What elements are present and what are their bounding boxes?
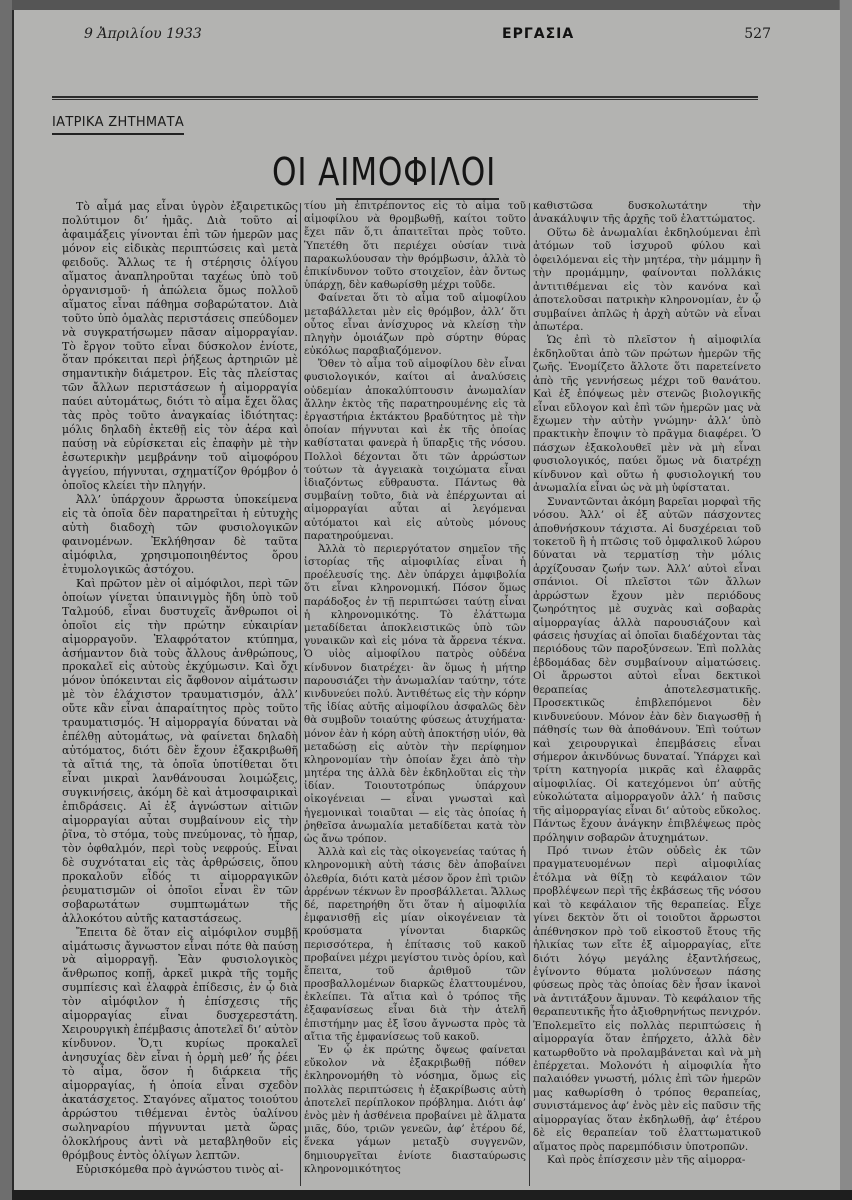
paragraph: Φαίνεται ὅτι τὸ αἷμα τοῦ αἱμοφίλου μεταβάλλεται μὲν εἰς θρόμβον, ἀλλ’ ὅτι οὗτος εἶναι ἀνίσχυρος νὰ κλείσῃ τὴν πληγὴν ὁμοιάζων πρὸ σύρτην θύρας εὐκόλως παραβιαζόμενον.: [304, 292, 526, 358]
header-double-rule: [52, 96, 758, 100]
article-column-2: [304, 200, 526, 1176]
paragraph: Συναντῶνται ἀκόμη βαρεῖαι μορφαὶ τῆς νόσου. Ἀλλ’ οἱ ἐξ αὐτῶν πάσχοντες ἀποθνήσκουν τάχιστα. Αἱ δυσχέρειαι τοῦ τοκετοῦ ἢ ἡ πτῶσις τοῦ ὀμφαλικοῦ λώρου δύναται νὰ τερματίσῃ τὴν μόλις ἀρχίζουσαν ζωήν των. Ἀλλ’ αὐτοὶ εἶναι σπάνιοι. Οἱ πλεῖστοι τῶν ἄλλων ἀρρώστων ἔχουν μὲν περιόδους ζωηρότητος μὲ συχνὰς καὶ σοβαρὰς αἱμορραγίας ἀλλὰ παρουσιάζουν καὶ φάσεις ἡσυχίας αἱ ὁποῖαι διαδέχονται τὰς περιόδους τῶν παροξύνσεων. Ἐπὶ πολλὰς ἑβδομάδας δὲν συμβαίνουν αἱματώσεις. Οἱ ἄρρωστοι αὐτοὶ εἶναι δεκτικοὶ θεραπείας ἀποτελεσματικῆς. Προσεκτικῶς ἐπιβλεπόμενοι δὲν κινδυνεύουν. Μόνον ἐὰν δὲν διαγωσθῇ ἡ πάθησίς των θὰ ἀποθάνουν. Ἐπὶ τούτων καὶ χειρουργικαὶ ἐπεμβάσεις εἶναι σήμερον ἀκινδύνως δυναταί. Ὑπάρχει καὶ τρίτη κατηγορία μικρᾶς καὶ ἐλαφρᾶς αἱμοφιλίας. Οἱ κατεχόμενοι ὑπ’ αὐτῆς εὐκολώτατα αἱμορραγοῦν ἀλλ’ ἡ παῦσις τῆς αἱμορραγίας εἶναι δι’ αὐτοὺς εὔκολος. Πάντως ἔχουν ἀνάγκην ἐπιβλέψεως πρὸς πρόληψιν σοβαρῶν ἀτυχημάτων.: [533, 495, 761, 844]
page-number: 527: [744, 26, 771, 42]
article-column-3: [533, 200, 761, 1168]
paragraph: Εὑρισκόμεθα πρὸ ἀγνώστου τινὸς αἰ-: [76, 1162, 284, 1176]
paragraph: Ἐν ᾧ ἐκ πρώτης ὄψεως φαίνεται εὔκολον νὰ ἐξακριβωθῇ πόθεν ἐκληρονομήθη τὸ νόσημα, ὅμως εἰς πολλὰς περιπτώσεις ἡ ἐξακρίβωσις αὐτὴ ἀποτελεῖ περίπλοκον πρόβλημα. Διότι ἀφ’ ἑνὸς μὲν ἡ ἀσθένεια προβαίνει μὲ ἅλματα μιᾶς, δύο, τριῶν γενεῶν, ἀφ’ ἑτέρου δέ, ἕνεκα γάμων μεταξὺ συγγενῶν, δημιουργεῖται ἐνίοτε διασταύρωσις κληρονομικότητος: [304, 1044, 526, 1175]
article-headline: ΟΙ ΑΙΜΟΦΙΛΟΙ: [272, 150, 497, 194]
section-label: ΙΑΤΡΙΚΑ ΖΗΤΗΜΑΤΑ: [52, 115, 184, 135]
page-stack-edge: [839, 0, 852, 1200]
paragraph: Ἔπειτα δὲ ὅταν εἰς αἱμόφιλον συμβῇ αἱμάτωσις ἄγνωστον εἶναι πότε θὰ παύσῃ νὰ αἱμορραγῇ. Ἐὰν φυσιολογικὸς ἄνθρωπος κοπῇ, ἀρκεῖ μικρὰ τῆς τομῆς συμπίεσις καὶ ἐλαφρὰ ἐπίδεσις, ἐν ᾧ διὰ τὸν αἱμόφιλον ἡ ἐπίσχεσις τῆς αἱμορραγίας εἶναι δυσχερεστάτη. Χειρουργικὴ ἐπέμβασις ἀποτελεῖ δι’ αὐτὸν κίνδυνον. Ὅ,τι κυρίως προκαλεῖ ἀνησυχίας δὲν εἶναι ἡ ὁρμὴ μεθ’ ἧς ῥέει τὸ αἷμα, ὅσον ἡ διάρκεια τῆς αἱμορραγίας, ἡ ὁποία εἶναι σχεδὸν ἀκατάσχετος. Σταγόνες αἵματος τοιούτου ἀρρώστου τιθέμεναι ἐντὸς ὑαλίνου σωληναρίου πήγνυνται μετὰ ὥρας ὁλοκλήρους ἀντὶ νὰ μεταβληθοῦν εἰς θρόμβους ἐντὸς ὀλίγων λεπτῶν.: [62, 925, 298, 1162]
publication-title: ΕΡΓΑΣΙΑ: [502, 26, 575, 42]
paragraph: καθιστῶσα δυσκολωτάτην τὴν ἀνακάλυψιν τῆς ἀρχῆς τοῦ ἐλαττώματος.: [533, 200, 761, 226]
running-header: [46, 26, 771, 46]
paragraph: τίου μὴ ἐπιτρέποντος εἰς τὸ αἷμα τοῦ αἱμοφίλου νὰ θρομβωθῇ, καίτοι τοῦτο ἔχει πᾶν ὅ,τι ἀπαιτεῖται πρὸς τοῦτο. Ὑπετέθη ὅτι περιέχει οὐσίαν τινὰ παρακωλύουσαν τὴν θρόμβωσιν, ἀλλὰ τὸ ἐπικίνδυνον τοῦτο στοιχεῖον, ἐὰν ὄντως ὑπάρχῃ, δὲν καθωρίσθη μέχρι τοῦδε.: [304, 200, 526, 292]
column-divider: [300, 203, 301, 1186]
book-spine-edge: [0, 0, 14, 1200]
paragraph: Ἀλλ’ ὑπάρχουν ἄρρωστα ὑποκείμενα εἰς τὰ ὁποῖα δὲν παρατηρεῖται ἡ εὐτυχὴς αὐτὴ διαδοχὴ τῶν φυσιολογικῶν φαινομένων. Ἐκλήθησαν δὲ ταῦτα αἱμόφιλα, χρησιμοποιηθέντος ὅρου ἐτυμολογικῶς ἀστόχου.: [62, 493, 298, 576]
paragraph: Ἀλλὰ καὶ εἰς τὰς οἰκογενείας ταύτας ἡ κληρονομικὴ αὐτὴ τάσις δὲν ἀποβαίνει ὀλεθρία, διότι κατὰ μέσον ὅρον ἐπὶ τριῶν ἀρρένων τέκνων ἓν προσβάλλεται. Ἄλλως δέ, παρετηρήθη ὅτι ὅταν ἡ αἱμοφιλία ἐμφανισθῇ εἰς μίαν οἰκογένειαν τὰ κρούσματα γίνονται διαρκῶς περισσότερα, ἡ ἐπίτασις τοῦ κακοῦ προβαίνει μέχρι μεγίστου τινὸς ὁρίου, καὶ ἔπειτα, τοῦ ἀριθμοῦ τῶν προσβαλλομένων διαρκῶς ἐλαττουμένου, ἐκλείπει. Τὰ αἴτια καὶ ὁ τρόπος τῆς ἐξαφανίσεως εἶναι διὰ τὴν ἀτελῆ ἐπιστήμην μας ἐξ ἴσου ἄγνωστα πρὸς τὰ αἴτια τῆς ἐμφανίσεως τοῦ κακοῦ.: [304, 846, 526, 1043]
paragraph: Ὅθεν τὸ αἷμα τοῦ αἱμοφίλου δὲν εἶναι φυσιολογικόν, καίτοι αἱ ἀναλύσεις οὐδεμίαν ἀποκαλύπτουσιν ἀνωμαλίαν ἄλλην ἐκτὸς τῆς παρατηρουμένης εἰς τὰ ἐργαστήρια ἐκτάκτου βραδύτητος μὲ τὴν ὁποίαν πήγνυται καὶ ἐκ τῆς ὁποίας καθίσταται φανερὰ ἡ ὕπαρξις τῆς νόσου. Πολλοὶ δέχονται ὅτι τῶν ἀρρώστων τούτων τὰ ἀγγειακὰ τοιχώματα εἶναι ἰδιαζόντως εὔθραυστα. Πάντως θὰ συμβαίνῃ τοῦτο, διὰ νὰ ἐπέρχωνται αἱ αἱμορραγίαι αὗται αἱ λεγόμεναι αὐτόματοι καὶ εἰς αὐτοὺς μόνους παρατηρούμεναι.: [304, 358, 526, 542]
article-column-1: [62, 200, 298, 1177]
paragraph: Τὸ αἷμά μας εἶναι ὑγρὸν ἐξαιρετικῶς πολύτιμον δι’ ἡμᾶς. Διὰ τοῦτο αἱ ἀφαιμάξεις γίνονται ἐπὶ τῶν ἡμερῶν μας μόνον εἰς εἰδικὰς περιπτώσεις καὶ μετὰ φειδοῦς. Ἄλλως τε ἡ στέρησις ὀλίγου αἵματος ἀναπληροῦται ταχέως ὑπὸ τοῦ ὀργανισμοῦ· ἡ ἀπώλεια ὅμως πολλοῦ αἵματος εἶναι πάθημα σοβαρώτατον. Διὰ τοῦτο ὑπὸ ὁμαλὰς περιστάσεις σπεύδομεν νὰ συγκρατήσωμεν πᾶσαν αἱμορραγίαν. Τὸ ἔργον τοῦτο εἶναι δύσκολον ἐνίοτε, ὅταν πρόκειται περὶ ῥήξεως ἀρτηριῶν μὲ σημαντικὴν διάμετρον. Εἰς τὰς πλείστας τῶν ἄλλων περιστάσεων ἡ αἱμορραγία παύει αὐτομάτως, διότι τὸ αἷμα ἔχει ὅλας τὰς πρὸς τοῦτο ἀναγκαίας ἰδιότητας: μόλις δηλαδὴ ἐκτεθῇ εἰς τὸν ἀέρα καὶ παύσῃ νὰ εὑρίσκεται εἰς ἐπαφὴν μὲ τὴν ἐσωτερικὴν μεμβράνην τοῦ αἱμοφόρου ἀγγείου, πήγνυται, σχηματίζον θρόμβον ὁ ὁποῖος κλείει τὴν πληγήν.: [62, 200, 298, 493]
column-divider: [529, 203, 530, 1186]
paragraph: Οὕτω δὲ ἀνωμαλίαι ἐκδηλούμεναι ἐπὶ ἀτόμων τοῦ ἰσχυροῦ φύλου καὶ ὀφειλόμεναι εἰς τὴν μητέρα, τὴν μάμμην ἢ τὴν προμάμμην, φαίνονται πολλάκις ἀντιτιθέμεναι εἰς τὸν κανόνα καὶ ἀποτελοῦσαι πατρικὴν κληρονομίαν, ἐν ᾧ συμβαίνει ἁπλῶς ἡ ἀρχὴ αὐτῶν νὰ εἶναι ἀπωτέρα.: [533, 226, 761, 333]
scan-bottom-edge: [12, 1190, 852, 1200]
scan-top-edge: [12, 0, 852, 10]
paragraph: Ἀλλὰ τὸ περιεργότατον σημεῖον τῆς ἱστορίας τῆς αἱμοφιλίας εἶναι ἡ προέλευσίς της. Δὲν ὑπάρχει ἀμφιβολία ὅτι εἶναι κληρονομική. Πόσον ὅμως παράδοξος ἐν τῇ περιπτώσει ταύτῃ εἶναι ἡ κληρονομικότης. Τὸ ἐλάττωμα μεταδίδεται ἀποκλειστικῶς ὑπὸ τῶν γυναικῶν καὶ εἰς μόνα τὰ ἄρρενα τέκνα. Ὁ υἱὸς αἱμοφίλου πατρὸς οὐδένα κίνδυνον διατρέχει· ἂν ὅμως ἡ μήτηρ παρουσιάζει τὴν ἀνωμαλίαν ταύτην, τότε κινδυνεύει πολύ. Ἀντιθέτως εἰς τὴν κόρην τῆς ἰδίας αὐτῆς αἱμοφίλου ἀσφαλῶς δὲν θὰ συμβοῦν τοιαύτης φύσεως ἀτυχήματα· μόνον ἐὰν ἡ κόρη αὐτὴ ἀποκτήσῃ υἱόν, θὰ μεταδώσῃ εἰς αὐτὸν τὴν περίφημον κληρονομίαν τὴν ὁποίαν ἔχει ἀπὸ τὴν μητέρα της ἀλλὰ δὲν ἐκδηλοῦται εἰς τὴν ἰδίαν. Τοιουτοτρόπως ὑπάρχουν οἰκογένειαι — εἶναι γνωσταὶ καὶ ἡγεμονικαὶ τοιαῦται — εἰς τὰς ὁποίας ἡ ῥηθεῖσα ἀνωμαλία μεταδίδεται κατὰ τὸν ὡς ἄνω τρόπον.: [304, 542, 526, 845]
paragraph: Καὶ πρὸς ἐπίσχεσιν μὲν τῆς αἱμορρα-: [547, 1154, 746, 1167]
paragraph: Καὶ πρῶτον μὲν οἱ αἱμόφιλοι, περὶ τῶν ὁποίων γίνεται ὑπαινιγμὸς ἤδη ὑπὸ τοῦ Ταλμούδ, εἶναι δυστυχεῖς ἄνθρωποι οἱ ὁποῖοι εἰς τὴν πρώτην εὐκαιρίαν αἱμορραγοῦν. Ἐλαφρότατον κτύπημα, ἀσήμαντον διὰ τοὺς ἄλλους ἀνθρώπους, προκαλεῖ εἰς αὐτοὺς ἐκχύμωσιν. Καὶ ὄχι μόνον ὑπόκεινται εἰς ἄφθονον αἱμάτωσιν μὲ τὸν ἐλάχιστον τραυματισμόν, ἀλλ’ οὔτε κἂν εἶναι ἀπαραίτητος πρὸς τοῦτο τραυματισμός. Ἡ αἱμορραγία δύναται νὰ ἐπέλθῃ αὐτομάτως, νὰ φαίνεται δηλαδὴ αὐτόματος, διότι δὲν ἔχουν ἐξακριβωθῆ τὰ αἴτιά της, τὰ ὁποῖα ὑποτίθεται ὅτι εἶναι μικραὶ λανθάνουσαι λοιμώξεις, συγκινήσεις, ἀκόμη δὲ καὶ ἀτμοσφαιρικαὶ ἐπιδράσεις. Αἱ ἐξ ἀγνώστων αἰτιῶν αἱμορραγίαι αὗται συμβαίνουν εἰς τὴν ῥῖνα, τὸ στόμα, τοὺς πνεύμονας, τὸ ἧπαρ, τὸν ὀφθαλμόν, περὶ τοὺς νεφρούς. Εἶναι δὲ συχνόταται εἰς τὰς ἀρθρώσεις, ὅπου προκαλοῦν εἶδός τι αἱμορραγικῶν ῥευματισμῶν οἱ ὁποῖοι εἶναι ἓν τῶν σοβαρωτάτων συμπτωμάτων τῆς ἀλλοκότου αὐτῆς καταστάσεως.: [62, 576, 298, 925]
paragraph: Ὡς ἐπὶ τὸ πλεῖστον ἡ αἱμοφιλία ἐκδηλοῦται ἀπὸ τῶν πρώτων ἡμερῶν τῆς ζωῆς. Ἐνομίζετο ἄλλοτε ὅτι παρετείνετο ἀπὸ τῆς γεννήσεως μέχρι τοῦ θανάτου. Καὶ ἐξ ἐπόψεως μὲν στενῶς βιολογικῆς εἶναι εὔλογον καὶ ἐπὶ τῶν ἡμερῶν μας νὰ ἔχωμεν τὴν αὐτὴν γνώμην· ἀλλ’ ὑπὸ πρακτικὴν ἔποψιν τὸ πρᾶγμα διαφέρει. Ὁ πάσχων ἐξακολουθεῖ μὲν νὰ μὴ εἶναι φυσιολογικός, παύει ὅμως νὰ διατρέχῃ κίνδυνον καὶ οὕτω ἡ φυσιολογική του ἀνωμαλία εἶναι ὡς νὰ μὴ ὑφίσταται.: [533, 334, 761, 495]
issue-date: 9 Ἀπριλίου 1933: [84, 26, 202, 42]
paragraph: Πρό τινων ἐτῶν οὐδεὶς ἐκ τῶν πραγματευομένων περὶ αἱμοφιλίας ἐτόλμα νὰ θίξῃ τὸ κεφάλαιον τῶν προβλέψεων περὶ τῆς ἐκβάσεως τῆς νόσου καὶ τὸ κεφάλαιον τῆς θεραπείας. Εἶχε γίνει δεκτὸν ὅτι οἱ τοιοῦτοι ἄρρωστοι ἀπέθνησκον πρὸ τοῦ εἰκοστοῦ ἔτους τῆς ἡλικίας των εἴτε ἐξ αἱμορραγίας, εἴτε διότι λόγῳ μεγάλης ἐξαντλήσεως, ἐγίνοντο θύματα μολύνσεων πάσης φύσεως πρὸς τὰς ὁποίας δὲν ἦσαν ἱκανοὶ νὰ ἀντιτάξουν ἄμυναν. Τὸ κεφάλαιον τῆς θεραπευτικῆς ἦτο ἀξιοθρηνήτως πενιχρόν. Ἐπολεμεῖτο εἰς πολλὰς περιπτώσεις ἡ αἱμορραγία ὅταν ἐπήρχετο, ἀλλὰ δὲν κατωρθοῦτο νὰ προλαμβάνεται καὶ νὰ μὴ ἐπέρχεται. Μολονότι ἡ αἱμοφιλία ἦτο παλαιόθεν γνωστή, μόλις ἐπὶ τῶν ἡμερῶν μας καθωρίσθη ὁ τρόπος θεραπείας, συνιστάμενος ἀφ’ ἑνὸς μὲν εἰς παῦσιν τῆς αἱμορραγίας ὅταν ἐκδηλωθῇ, ἀφ’ ἑτέρου δὲ εἰς θεραπείαν τοῦ ἐλαττωματικοῦ αἵματος πρὸς παρεμπόδισιν ὑποτροπῶν.: [533, 845, 761, 1153]
